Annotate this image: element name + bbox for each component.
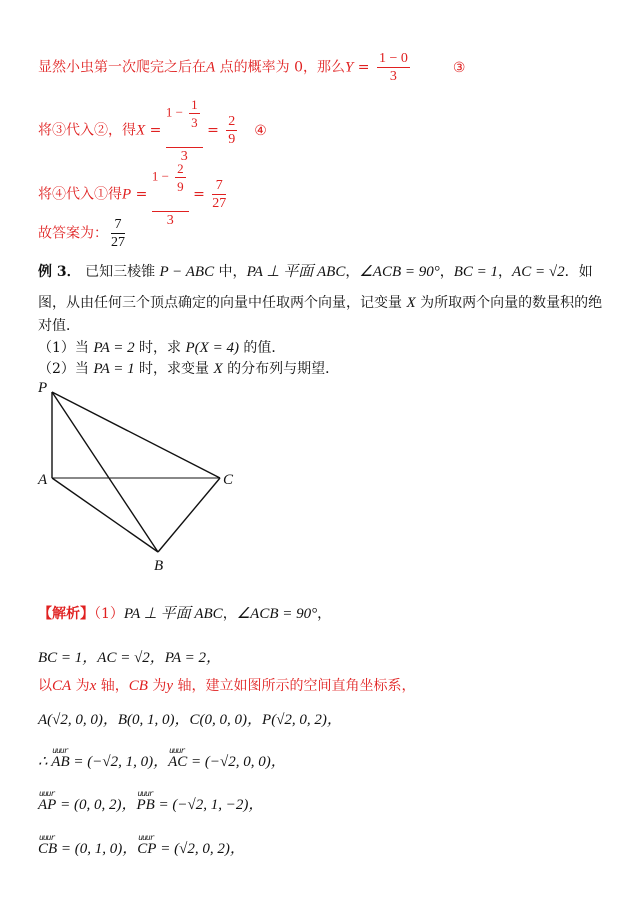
solution-angle: ∠ACB = 90° [236, 606, 318, 622]
sep: ， [222, 606, 237, 622]
circled-4: ④ [254, 122, 267, 139]
tetrahedron-figure [30, 378, 250, 578]
s3-y: y [166, 678, 174, 694]
q1-text: （1）当 [38, 340, 94, 356]
ex3-text: 已知三棱锥 [85, 264, 160, 280]
edge-ab [52, 478, 158, 552]
example-label: 例 3． [38, 264, 81, 280]
q2-pa: PA = 1 [93, 361, 135, 377]
vector-pb-value: = (−√2, 1, −2)， [154, 797, 264, 813]
solution-vectors1 [38, 752, 286, 772]
inner-one: 1 [151, 168, 159, 184]
vector-ap: uuur AP [38, 795, 56, 815]
solution-perp: PA ⊥ 平面 ABC [123, 606, 223, 622]
ex3-bc: BC = 1 [453, 264, 499, 280]
answer-fraction [111, 216, 125, 251]
main-bar [166, 131, 203, 148]
result-numerator: 2 [228, 114, 236, 129]
inner-fraction: 1 − $\frac{1}{3}$ [165, 97, 198, 130]
equals: = [188, 186, 210, 203]
line2-text: 将③代入②，得 [38, 122, 136, 139]
vector-pb: uuur PB [136, 795, 154, 815]
s3-text: 轴，建立如图所示的空间直角坐标系， [173, 678, 416, 694]
q1-text: 的值． [238, 340, 286, 356]
label-a: A [38, 472, 48, 488]
example3-line1 [38, 262, 593, 282]
result-fraction [226, 113, 237, 148]
solution-line2: BC = 1，AC = √2，PA = 2， [38, 650, 222, 666]
result-denominator: 9 [228, 132, 236, 147]
label-p: P [38, 380, 48, 396]
solution-part: （1） [94, 606, 124, 622]
solution-vectors2 [38, 795, 263, 815]
ex3-text: 图，从由任何三个顶点确定的向量中任取两个向量，记变量 [38, 295, 407, 311]
ex3-text: 为所取两个向量的数量积的绝 [415, 295, 603, 311]
var-p: P [122, 186, 132, 203]
sub-fraction [175, 160, 186, 195]
solution-line1 [38, 604, 331, 624]
result-denominator: 27 [212, 196, 227, 211]
question-2 [38, 359, 339, 379]
solution-vectors3 [38, 839, 245, 859]
sep: ， [317, 606, 332, 622]
s3-ca: CA [52, 678, 72, 694]
ex3-end: ．如 [564, 264, 593, 280]
s3-text: 轴， [96, 678, 129, 694]
compound-fraction [166, 96, 203, 165]
edge-pb [52, 392, 158, 552]
ex3-text: 中， [214, 264, 247, 280]
sub-numerator: 2 [177, 161, 184, 176]
answer-line [38, 216, 128, 251]
result-fraction [212, 177, 226, 212]
var-x: X [213, 361, 223, 377]
vector-cb: uuur CB [38, 839, 57, 859]
main-bar [152, 195, 189, 212]
answer-numerator: 7 [111, 216, 125, 234]
equals: = [145, 122, 166, 139]
vector-cb-value: = (0, 1, 0)， [57, 841, 138, 857]
vector-ab: uuur AB [51, 752, 69, 772]
ex3-tetra: P − ABC [159, 264, 215, 280]
var-x: X [136, 122, 146, 139]
solution-coords: A(√2, 0, 0)，B(0, 1, 0)，C(0, 0, 0)，P(√2, 0, 2)， [38, 712, 342, 728]
outer-denominator: 3 [180, 149, 188, 164]
ex3-perp: PA ⊥ 平面 ABC [246, 264, 346, 280]
answer-denominator: 27 [111, 235, 125, 250]
fraction-y [377, 50, 410, 85]
edge-bc [158, 478, 220, 552]
vector-ab-value: = (−√2, 1, 0)， [69, 754, 169, 770]
ex3-angle: ∠ACB = 90° [359, 264, 440, 280]
fraction-numerator: 1 − 0 [378, 51, 408, 66]
equals: = [353, 59, 374, 76]
vector-ap-value: = (0, 0, 2)， [56, 797, 137, 813]
outer-denominator: 3 [166, 213, 174, 228]
q1-prob: P(X = 4) [185, 340, 239, 356]
label-c: C [223, 472, 234, 488]
answer-label: 故答案为： [38, 225, 108, 242]
ex3-sep: ， [439, 264, 454, 280]
s3-cb: CB [128, 678, 148, 694]
label-b: B [154, 558, 164, 574]
s3-text: 为 [71, 678, 90, 694]
sub-denominator: 9 [177, 179, 184, 194]
fraction-denominator: 3 [389, 69, 397, 84]
s3-x: x [89, 678, 97, 694]
line3-text: 将④代入①得 [38, 186, 122, 203]
example3-line3: 对值． [38, 318, 80, 334]
equals: = [202, 122, 224, 139]
line-x-value [38, 96, 267, 165]
q2-text: （2）当 [38, 361, 94, 377]
vector-cp-value: = (√2, 0, 2)， [156, 841, 245, 857]
var-x: X [406, 295, 416, 311]
ex3-ac: AC = √2 [512, 264, 565, 280]
example3-line2 [38, 293, 602, 313]
equals: = [131, 186, 152, 203]
therefore: ∴ [38, 754, 52, 770]
question-1 [38, 338, 285, 358]
vector-cp: uuur CP [137, 839, 156, 859]
line-prob-y [38, 50, 465, 85]
var-y: Y [344, 59, 354, 76]
solution-tag: 【解析】 [38, 606, 94, 622]
line1-text: 显然小虫第一次爬完之后在 [38, 59, 206, 76]
point-a: A [206, 59, 216, 76]
line1-mid: 点的概率为 0，那么 [215, 59, 345, 76]
vector-ac: uuur AC [168, 752, 187, 772]
s3-text: 为 [147, 678, 167, 694]
s3-text: 以 [38, 678, 52, 694]
inner-fraction: 1 − $\frac{2}{9}$ [151, 161, 184, 194]
sub-numerator: 1 [191, 97, 198, 112]
q2-text: 时，求变量 [134, 361, 214, 377]
inner-one: 1 [165, 104, 173, 120]
edge-pc [52, 392, 220, 478]
circled-3: ③ [452, 59, 466, 76]
ex3-sep: ， [498, 264, 513, 280]
vector-ac-value: = (−√2, 0, 0)， [187, 754, 286, 770]
solution-line3 [38, 676, 416, 696]
ex3-sep: ， [345, 264, 360, 280]
q1-text: 时，求 [134, 340, 186, 356]
q2-text: 的分布列与期望． [222, 361, 340, 377]
result-numerator: 7 [212, 177, 226, 195]
sub-denominator: 3 [191, 115, 198, 130]
q1-pa: PA = 2 [93, 340, 135, 356]
sub-fraction [189, 96, 200, 131]
compound-fraction [152, 160, 189, 229]
